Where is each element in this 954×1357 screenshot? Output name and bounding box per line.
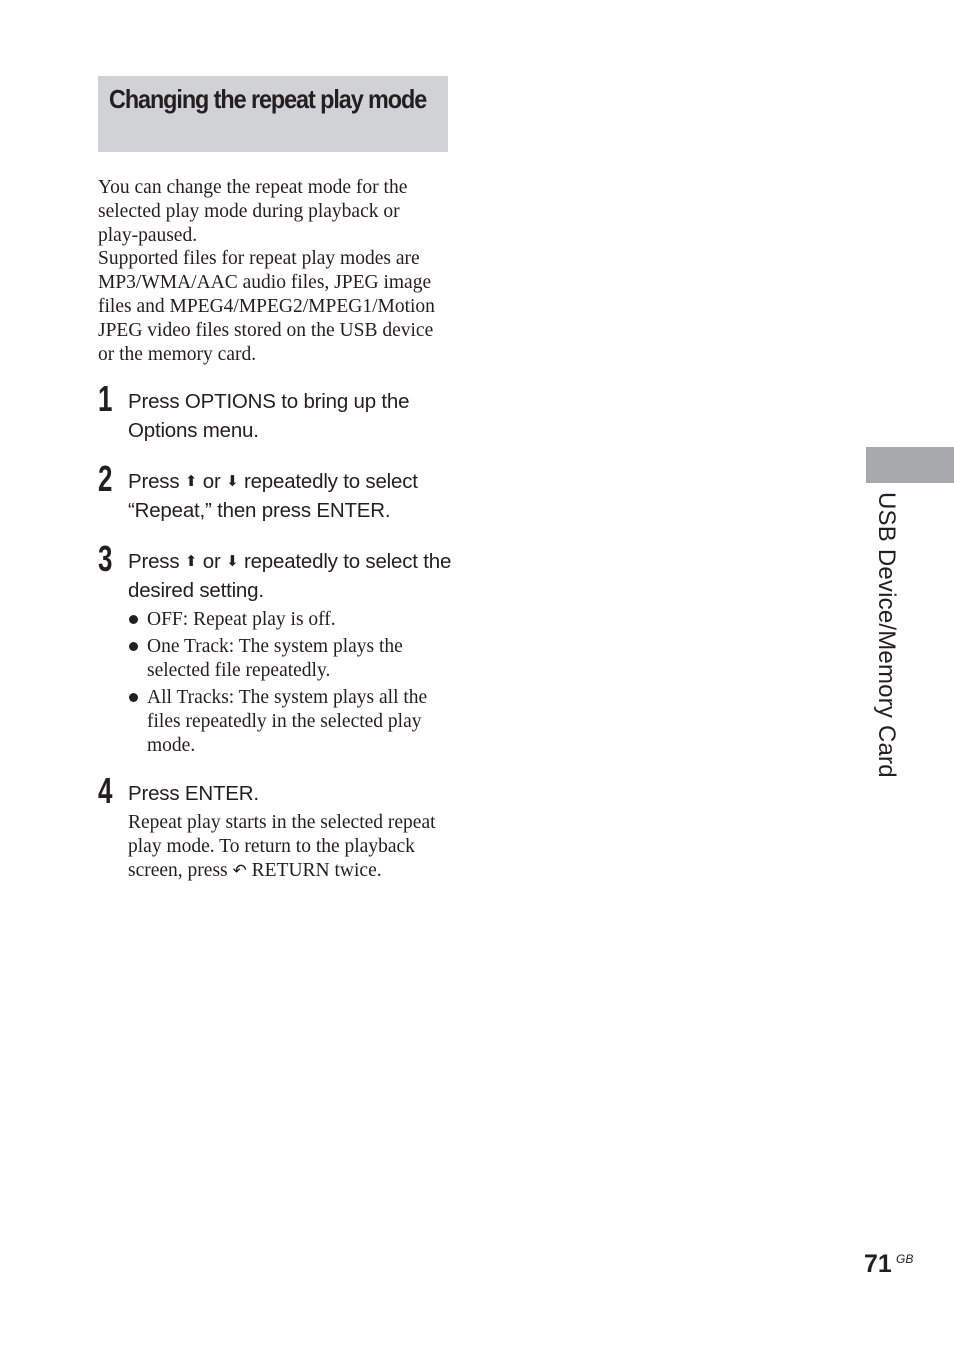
bullet-icon — [129, 615, 138, 624]
list-item — [128, 635, 448, 683]
note-text-after: RETURN twice. — [251, 859, 382, 881]
step-number: 4 — [98, 770, 113, 811]
side-tab-label: USB Device/Memory Card — [873, 492, 900, 778]
step-or-label: or — [202, 470, 221, 493]
up-arrow-icon: ⬆ — [184, 473, 198, 490]
list-item-text: One Track: The system plays the selected file repeatedly. — [147, 636, 403, 681]
step-4-note — [128, 811, 448, 883]
note-text-before: Repeat play starts in the selected repeat play mode. To return to the playback screen, press — [128, 812, 436, 881]
step-or-label: or — [202, 550, 221, 573]
bullet-icon — [129, 693, 138, 702]
side-tab-marker — [866, 447, 954, 483]
intro-paragraph-1: You can change the repeat mode for the selected play mode during playback or play-paused. — [98, 177, 408, 246]
down-arrow-icon: ⬇ — [226, 553, 239, 570]
step-text — [128, 467, 458, 525]
intro-text — [98, 176, 443, 366]
step-press-label: Press — [128, 470, 180, 493]
step-number: 1 — [98, 378, 113, 419]
options-list — [128, 608, 448, 761]
page-suffix: GB — [896, 1252, 914, 1266]
up-arrow-icon: ⬆ — [184, 553, 198, 570]
step-press-label: Press — [128, 550, 180, 573]
down-arrow-icon: ⬇ — [226, 473, 239, 490]
section-title: Changing the repeat play mode — [109, 84, 427, 114]
bullet-icon — [129, 642, 138, 651]
step-text: Press ENTER. — [128, 782, 259, 805]
list-item-text: OFF: Repeat play is off. — [147, 609, 336, 630]
list-item — [128, 608, 448, 632]
step-number: 2 — [98, 458, 113, 499]
step-rest-label: repeatedly to select the desired setting. — [128, 550, 452, 602]
return-icon: ↶ — [232, 860, 247, 881]
list-item — [128, 686, 448, 758]
list-item-text: All Tracks: The system plays all the files repeatedly in the selected play mode. — [147, 687, 428, 756]
section-header — [98, 76, 448, 152]
intro-paragraph-2: Supported files for repeat play modes are MP3/WMA/AAC audio files, JPEG image files and MPEG4/MPEG2/MPEG1/Motion JPEG video files stored on the USB device or the memory card. — [98, 248, 435, 365]
step-text — [128, 547, 458, 605]
step-number: 3 — [98, 538, 113, 579]
page-number: 71 — [864, 1250, 892, 1278]
step-text: Press OPTIONS to bring up the Options menu. — [128, 390, 410, 442]
step-rest-label: repeatedly to select “Repeat,” then press ENTER. — [128, 470, 418, 522]
